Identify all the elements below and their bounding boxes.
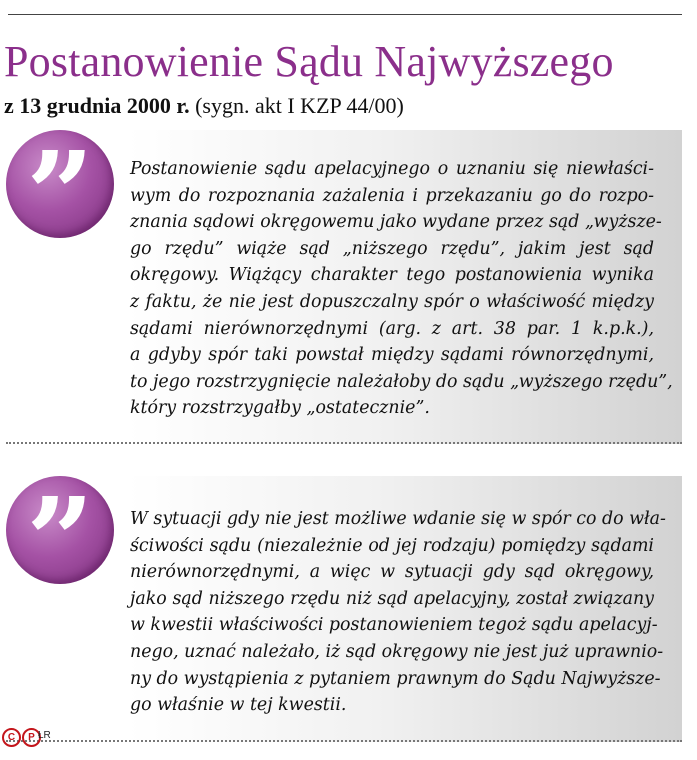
logo-p-icon: P bbox=[22, 728, 41, 747]
quote-text-2 bbox=[130, 506, 666, 719]
quote-line: okręgowy. Wiążący charakter tego postanowienia wynika bbox=[130, 265, 654, 286]
quote-line: Postanowienie sądu apelacyjnego o uznaniu się niewłaści- bbox=[130, 159, 654, 179]
logo-c-icon: C bbox=[2, 728, 21, 747]
quote-line: W sytuacji gdy nie jest możliwe wdanie się w spór co do wła- bbox=[130, 509, 666, 529]
quote-line: który rozstrzygałby „ostatecznie”. bbox=[130, 398, 430, 419]
quote-line: z faktu, że nie jest dopuszczalny spór o właściwość między bbox=[130, 291, 654, 312]
quote-line: jako sąd niższego rzędu niż sąd apelacyjny, został związany bbox=[130, 588, 654, 609]
quote-line: go właśnie w tej kwestii. bbox=[130, 695, 347, 716]
quote-line: nego, uznać należało, iż sąd okręgowy nie jest już uprawnio- bbox=[130, 641, 664, 662]
quote-block-1 bbox=[6, 125, 682, 444]
quote-mark-glyph: ” bbox=[26, 125, 94, 264]
quote-icon bbox=[6, 471, 114, 610]
quote-text-1 bbox=[130, 156, 673, 422]
quote-line: znania sądowi okręgowemu jako wydane przez sąd „wyższe- bbox=[130, 212, 662, 233]
top-rule bbox=[8, 14, 682, 15]
quote-line: to jego rozstrzygnięcie należałoby do sądu „wyższego rzędu”, bbox=[130, 371, 673, 392]
quote-line: wym do rozpoznania zażalenia i przekazaniu go do rozpo- bbox=[130, 185, 654, 206]
quote-line: a gdyby spór taki powstał między sądami równorzędnymi, bbox=[130, 345, 654, 366]
author-initials: ŁR bbox=[38, 730, 51, 741]
quote-line: ściwości sądu (niezależnie od jej rodzaju) pomiędzy sądami bbox=[130, 535, 654, 556]
publisher-logo bbox=[2, 728, 41, 746]
subtitle-reference: (sygn. akt I KZP 44/00) bbox=[189, 93, 404, 118]
subtitle-date: z 13 grudnia 2000 r. bbox=[4, 93, 190, 118]
page-subtitle bbox=[4, 93, 404, 119]
quote-block-2 bbox=[6, 471, 682, 742]
quote-line: go rzędu” wiąże sąd „niższego rzędu”, jakim jest sąd bbox=[130, 238, 654, 259]
quote-line: ny do wystąpienia z pytaniem prawnym do Sądu Najwyższe- bbox=[130, 668, 661, 689]
quote-mark-glyph: ” bbox=[26, 471, 94, 610]
quote-line: sądami nierównorzędnymi (arg. z art. 38 par. 1 k.p.k.), bbox=[130, 318, 654, 339]
page-title: Postanowienie Sądu Najwyższego bbox=[4, 37, 614, 86]
quote-line: w kwestii właściwości postanowieniem tegoż sądu apelacyj- bbox=[130, 615, 658, 636]
quote-icon bbox=[6, 125, 114, 264]
quote-line: nierównorzędnymi, a więc w sytuacji gdy sąd okręgowy, bbox=[130, 562, 654, 583]
